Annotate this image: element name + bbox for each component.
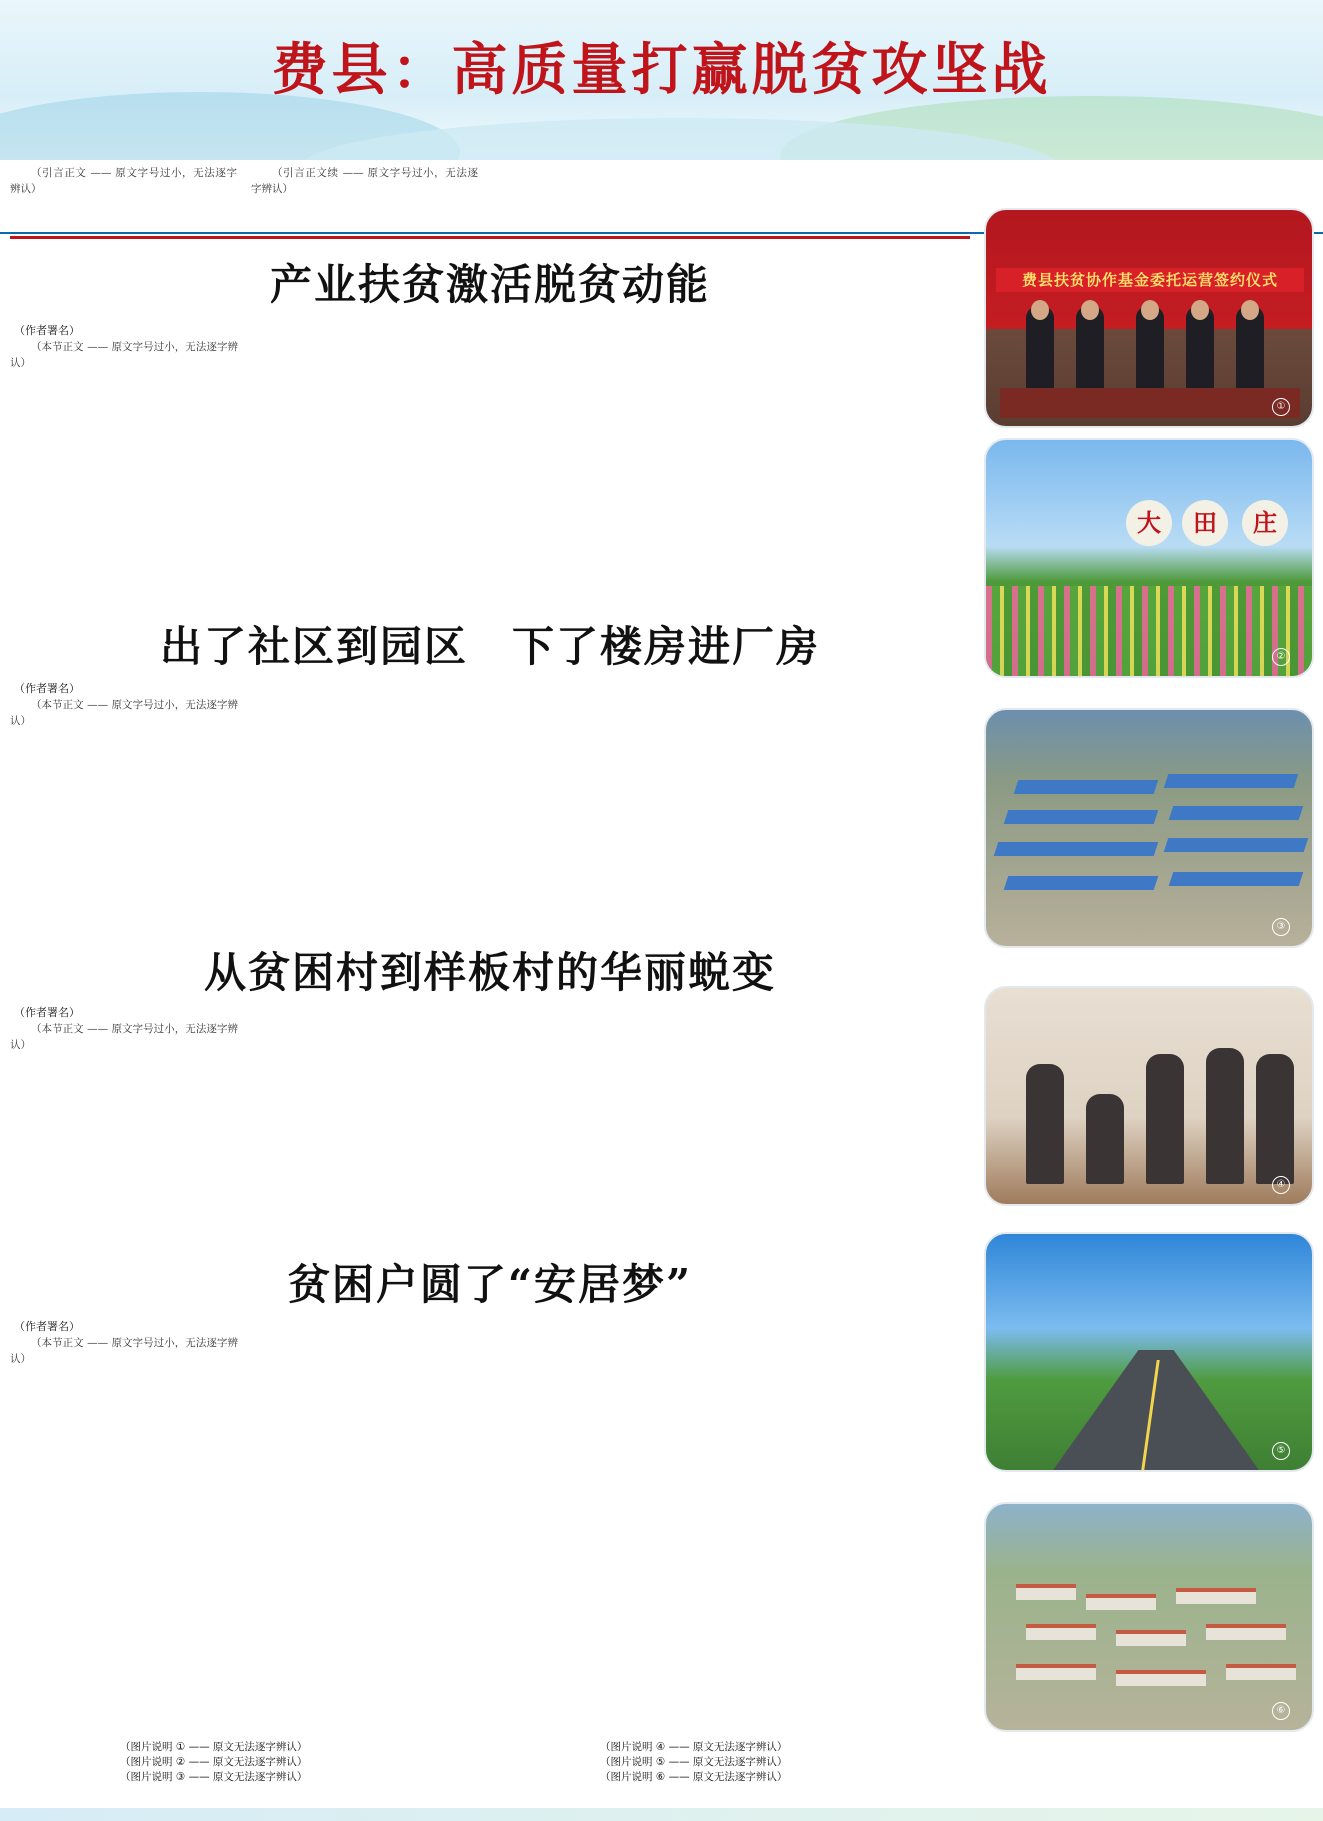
- section-title-village: 从贫困村到样板村的华丽蜕变: [203, 948, 776, 997]
- caption-line: （图片说明 ④ —— 原文无法逐字辨认）: [600, 1741, 788, 1753]
- person-head: [1241, 300, 1259, 320]
- factory-roof: [1014, 780, 1159, 794]
- factory-roof: [1164, 774, 1299, 788]
- intro-text: [10, 166, 960, 230]
- person-figure: [1256, 1054, 1294, 1184]
- photo-family-visit: [984, 986, 1314, 1206]
- section-title-relocation: 出了社区到园区 下了楼房进厂房: [159, 622, 820, 671]
- photo-signing-ceremony: [984, 208, 1314, 428]
- factory-roof: [1164, 838, 1309, 852]
- caption-column-right: [600, 1740, 1030, 1785]
- banner: [0, 0, 1323, 160]
- sign-ball: 田: [1182, 500, 1228, 546]
- building: [1226, 1664, 1296, 1680]
- person-head: [1031, 300, 1049, 320]
- photo-rural-road: [984, 1232, 1314, 1472]
- section-body-housing: [10, 1336, 970, 1726]
- section-paragraph: （本节正文 —— 原文字号过小，无法逐字辨认）: [10, 1023, 238, 1051]
- section-byline: （作者署名）: [14, 1320, 80, 1333]
- photo-number: ②: [1272, 648, 1290, 666]
- building: [1116, 1630, 1186, 1646]
- person-figure: [1086, 1094, 1124, 1184]
- intro-paragraph: （引言正文 —— 原文字号过小，无法逐字辨认）: [10, 167, 237, 195]
- photo-number: ③: [1272, 918, 1290, 936]
- flower-field: [986, 586, 1312, 676]
- caption-line: （图片说明 ⑤ —— 原文无法逐字辨认）: [600, 1756, 788, 1768]
- section-byline: （作者署名）: [14, 682, 80, 695]
- factory-roof: [994, 842, 1159, 856]
- caption-line: （图片说明 ③ —— 原文无法逐字辨认）: [120, 1771, 308, 1783]
- building: [1116, 1670, 1206, 1686]
- building: [1176, 1588, 1256, 1604]
- photo-number: ⑥: [1272, 1702, 1290, 1720]
- sign-ball: 庄: [1242, 500, 1288, 546]
- person-head: [1191, 300, 1209, 320]
- sign-ball: 大: [1126, 500, 1172, 546]
- factory-roof: [1004, 876, 1159, 890]
- building: [1016, 1664, 1096, 1680]
- person-figure: [1206, 1048, 1244, 1184]
- building: [1016, 1584, 1076, 1600]
- person-figure: [1026, 1064, 1064, 1184]
- building: [1026, 1624, 1096, 1640]
- page-title: 费县：高质量打赢脱贫攻坚战: [271, 38, 1052, 103]
- section-body-industry: [10, 340, 970, 610]
- section-byline: （作者署名）: [14, 1006, 80, 1019]
- section-paragraph: （本节正文 —— 原文字号过小，无法逐字辨认）: [10, 699, 238, 727]
- photo-captions: [120, 1740, 1080, 1806]
- factory-roof: [1169, 806, 1304, 820]
- section-byline: （作者署名）: [14, 324, 80, 337]
- caption-column-left: [120, 1740, 550, 1785]
- photo-number: ①: [1272, 398, 1290, 416]
- photo-resettlement-housing: [984, 1502, 1314, 1732]
- section-body-relocation: [10, 698, 970, 938]
- person-head: [1081, 300, 1099, 320]
- ceremony-banner: 费县扶贫协作基金委托运营签约仪式: [996, 268, 1304, 292]
- building: [1206, 1624, 1286, 1640]
- section-title-industry: 产业扶贫激活脱贫动能: [269, 260, 710, 309]
- person-figure: [1146, 1054, 1184, 1184]
- footer-decoration: [0, 1808, 1323, 1821]
- caption-line: （图片说明 ⑥ —— 原文无法逐字辨认）: [600, 1771, 788, 1783]
- section-paragraph: （本节正文 —— 原文字号过小，无法逐字辨认）: [10, 1337, 238, 1365]
- photo-number: ⑤: [1272, 1442, 1290, 1460]
- caption-line: （图片说明 ② —— 原文无法逐字辨认）: [120, 1756, 308, 1768]
- factory-roof: [1169, 872, 1304, 886]
- building: [1086, 1594, 1156, 1610]
- section-title-housing: 贫困户圆了“安居梦”: [287, 1260, 693, 1309]
- signing-table: [1000, 388, 1300, 418]
- photo-number: ④: [1272, 1176, 1290, 1194]
- caption-line: （图片说明 ① —— 原文无法逐字辨认）: [120, 1741, 308, 1753]
- section-body-village: [10, 1022, 970, 1248]
- section-paragraph: （本节正文 —— 原文字号过小，无法逐字辨认）: [10, 341, 238, 369]
- factory-roof: [1004, 810, 1159, 824]
- person-head: [1141, 300, 1159, 320]
- intro-paragraph: （引言正文续 —— 原文字号过小，无法逐字辨认）: [251, 167, 478, 195]
- photo-industrial-park: [984, 708, 1314, 948]
- photo-village-park: [984, 438, 1314, 678]
- divider: [10, 236, 970, 239]
